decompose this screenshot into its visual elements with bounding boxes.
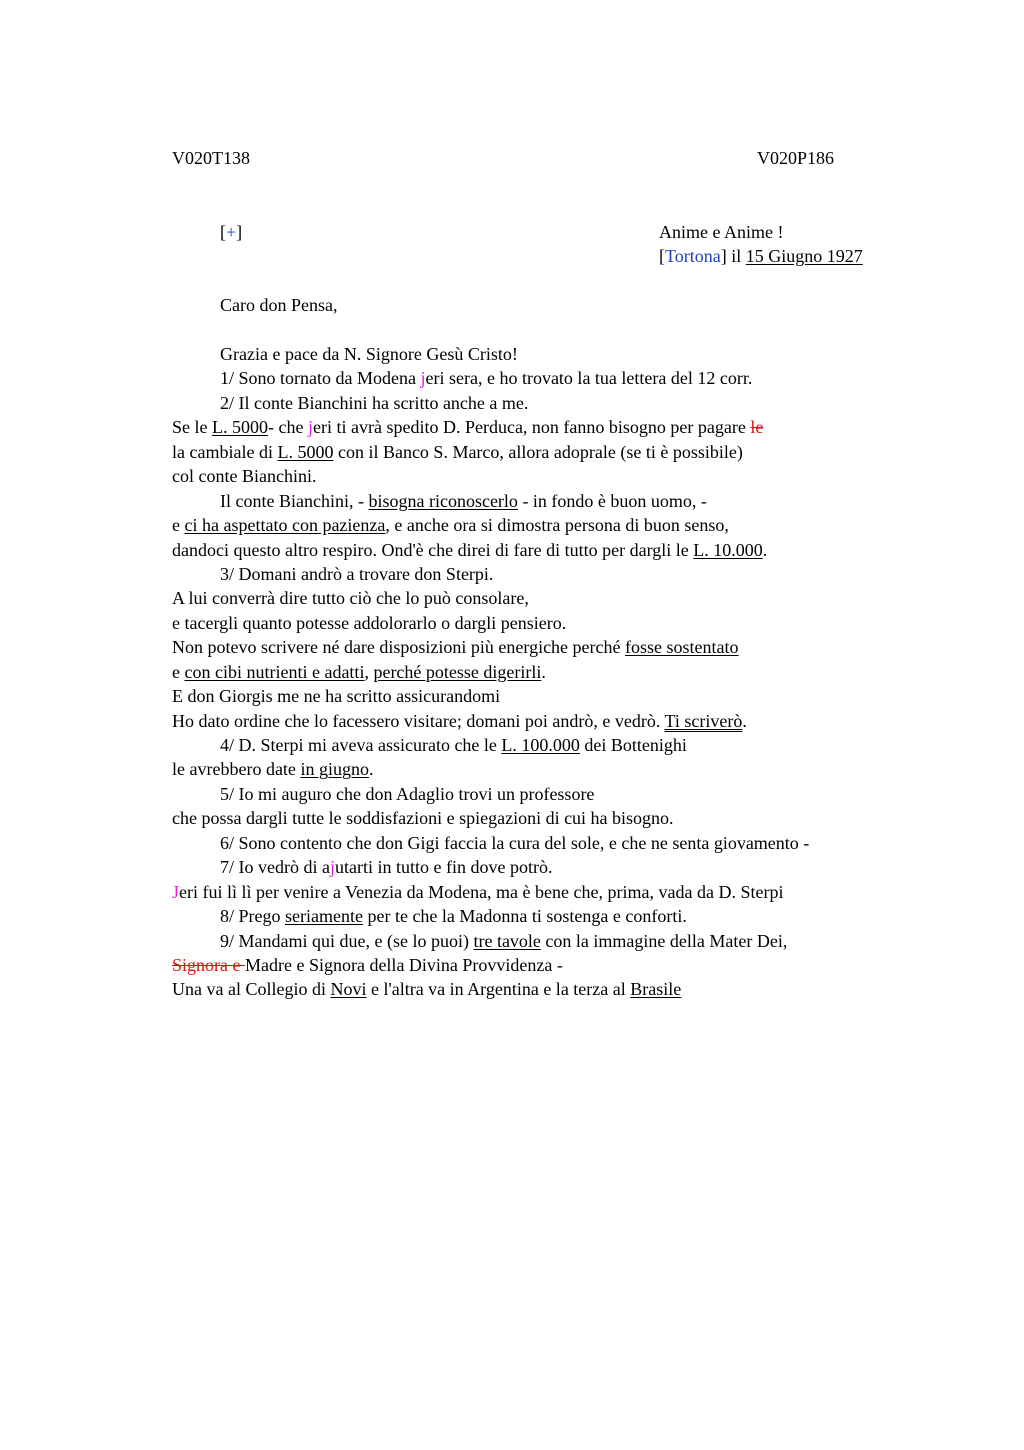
text: . — [368, 759, 374, 780]
body-line — [172, 464, 932, 488]
text: Se le — [172, 417, 212, 438]
text: Grazia e pace da N. Signore Gesù Cristo! — [220, 344, 518, 364]
bracket-close: ] — [720, 246, 727, 266]
body-line — [172, 415, 932, 439]
underlined-text: bisogna riconoscerlo — [368, 490, 518, 511]
correction: J — [172, 881, 180, 902]
cross-mark — [220, 220, 242, 244]
text: Una va al Collegio di — [172, 979, 331, 1000]
text: 5/ Io mi auguro che don Adaglio trovi un professore — [220, 783, 595, 804]
underlined-text: L. 5000 — [277, 441, 334, 462]
motto: Anime e Anime ! — [659, 222, 784, 242]
body-line — [172, 709, 932, 733]
body-line — [172, 660, 932, 684]
text: , — [364, 661, 374, 682]
underlined-text: L. 100.000 — [501, 735, 580, 755]
text: con la immagine della Mater Dei, — [540, 930, 788, 951]
text: con il Banco S. Marco, allora adoprale (se ti è possibile) — [333, 441, 743, 462]
text: dandoci questo altro respiro. Ond'è che direi di fare di tutto per dargli le — [172, 539, 694, 560]
cross-icon: + — [226, 222, 237, 242]
underlined-text: in giugno — [300, 759, 369, 780]
bracket-open: [ — [659, 246, 665, 266]
text: 4/ D. Sterpi mi aveva assicurato che le — [220, 735, 502, 755]
body-line — [172, 366, 932, 390]
date: 15 Giugno 1927 — [745, 246, 863, 266]
body-line — [172, 831, 932, 855]
underlined-text: L. 5000 — [212, 417, 268, 438]
body-line — [172, 342, 932, 366]
underlined-text: L. 10.000 — [693, 539, 763, 560]
body-line — [172, 806, 932, 830]
dateline — [659, 244, 863, 268]
text: 9/ Mandami qui due, e (se lo puoi) — [220, 930, 474, 951]
body-line — [172, 538, 932, 562]
header-left-code: V020T138 — [172, 148, 250, 168]
body-line — [172, 513, 932, 537]
text: E don Giorgis me ne ha scritto assicurandomi — [172, 686, 501, 707]
body-line — [172, 929, 932, 953]
text: - in fondo è buon uomo, - — [517, 490, 707, 511]
text: A lui converrà dire tutto ciò che lo può consolare, — [172, 588, 529, 609]
underlined-text: fosse sostentato — [625, 637, 739, 658]
underlined-text: ci ha aspettato con pazienza — [184, 515, 386, 536]
underlined-text: perché potesse digerirli — [373, 661, 542, 682]
correction: j — [329, 857, 335, 878]
text: Non potevo scrivere né dare disposizioni più energiche perché — [172, 637, 626, 658]
text: Il conte Bianchini, - — [220, 490, 369, 511]
text: che possa dargli tutte le soddisfazioni e spiegazioni di cui ha bisogno. — [172, 808, 674, 829]
text: . — [762, 539, 768, 560]
text: 1/ Sono tornato da Modena — [220, 368, 421, 389]
text: 6/ Sono contento che don Gigi faccia la cura del sole, e che ne senta giovamento - — [220, 832, 810, 853]
text: utarti in tutto e fin dove potrò. — [334, 857, 553, 878]
text: e — [172, 515, 185, 536]
salutation: Caro don Pensa, — [220, 295, 338, 315]
text: la cambiale di — [172, 441, 278, 462]
text: per te che la Madonna ti sostenga e conforti. — [362, 906, 687, 927]
text: , e anche ora si dimostra persona di buon senso, — [385, 515, 729, 536]
text: e — [172, 661, 185, 682]
body-line — [172, 611, 932, 635]
body-line — [172, 733, 932, 757]
body-line — [172, 391, 932, 415]
correction: j — [307, 417, 313, 438]
deleted-text: le — [750, 417, 764, 438]
text: 3/ Domani andrò a trovare don Sterpi. — [220, 563, 494, 584]
body-line — [172, 880, 932, 904]
deleted-text: Signora e — [172, 954, 245, 975]
text: dei Bottenighi — [579, 735, 687, 755]
body-line — [172, 757, 932, 781]
text: eri fui lì lì per venire a Venezia da Modena, ma è bene che, prima, vada da D. Sterpi — [179, 881, 784, 902]
body-line — [172, 684, 932, 708]
text: . — [541, 661, 546, 682]
underlined-text: Novi — [330, 979, 367, 1000]
body-line — [172, 953, 932, 977]
body-line — [172, 635, 932, 659]
text: eri ti avrà spedito D. Perduca, non fanno bisogno per pagare — [313, 417, 751, 438]
correction: j — [420, 368, 426, 389]
bracket-open: [ — [220, 222, 226, 242]
text: 2/ Il conte Bianchini ha scritto anche a me. — [220, 392, 529, 413]
underlined-text: tre tavole — [473, 930, 541, 951]
underlined-text: Brasile — [630, 979, 682, 1000]
text: col conte Bianchini. — [172, 466, 317, 487]
body-line — [172, 855, 932, 879]
text: Ho dato ordine che lo facessero visitare; domani poi andrò, e vedrò. — [172, 710, 665, 731]
text: le avrebbero date — [172, 759, 301, 780]
text: - che — [268, 417, 308, 438]
place-name: Tortona — [665, 246, 721, 266]
text: 8/ Prego — [220, 906, 285, 927]
body-line — [172, 489, 932, 513]
underlined-text: seriamente — [285, 906, 363, 927]
text: e l'altra va in Argentina e la terza al — [366, 979, 631, 1000]
double-underlined-text: Ti scriverò — [664, 710, 743, 731]
text: 7/ Io vedrò di a — [220, 857, 330, 878]
body-line — [172, 586, 932, 610]
body-line — [172, 904, 932, 928]
header-right-code: V020P186 — [757, 148, 835, 168]
text: . — [742, 710, 747, 731]
letter-body — [172, 342, 932, 1002]
text: Madre e Signora della Divina Provvidenza - — [244, 954, 563, 975]
body-line — [172, 977, 932, 1001]
body-line — [172, 562, 932, 586]
body-line — [172, 440, 932, 464]
date-connector: il — [726, 246, 746, 266]
bracket-close: ] — [236, 222, 243, 242]
body-line — [172, 782, 932, 806]
underlined-text: con cibi nutrienti e adatti — [184, 661, 365, 682]
text: e tacergli quanto potesse addolorarlo o dargli pensiero. — [172, 612, 567, 633]
text: eri sera, e ho trovato la tua lettera del 12 corr. — [425, 368, 753, 389]
